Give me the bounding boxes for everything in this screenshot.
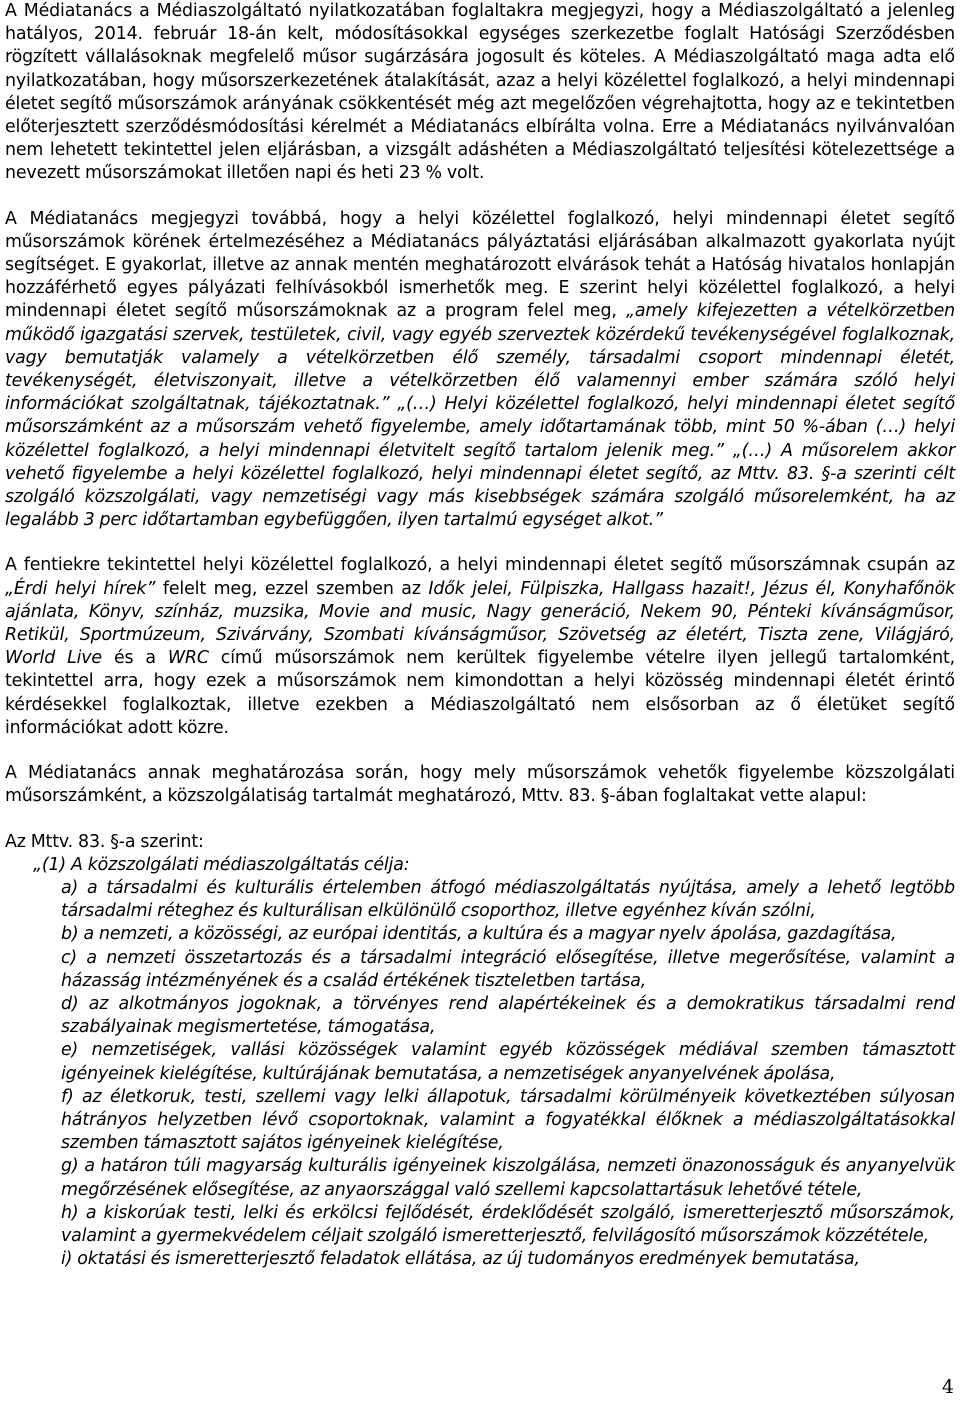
law-item-f: f) az életkoruk, testi, szellemi vagy lelki állapotuk, társadalmi körülményeik következtében súlyosan hátrányos helyzetben lévő csoportoknak, valamint a fogyatékkal élőknek a médiaszolgáltatásokkal szemben támasztott sajátos igényeinek kielégítése, <box>61 1086 955 1154</box>
evaluation-text-1: A fentiekre tekintettel helyi közélettel foglalkozó, a helyi mindennapi életet segítő műsorszámnak csupán az <box>5 555 955 576</box>
paragraph-local-programs <box>5 208 955 533</box>
evaluation-text-3: és a <box>101 648 168 669</box>
program-list: Idők jelei, Fülpiszka, Hallgass hazait!, Jézus él, Konyhafőnök ajánlata, Könyv, színház, muzsika, Movie and music, Nagy generáció, Nekem 90, Pénteki kívánságműsor, Retikül, Sportmúzeum, Szivárvány, Szombati kívánságműsor, Szövetség az életért, Tiszta zene, Világjáró, World Live <box>5 578 955 669</box>
paragraph-program-evaluation <box>5 554 955 740</box>
law-item-h: h) a kiskorúak testi, lelki és erkölcsi fejlődését, érdeklődését szolgáló, ismeretterjesztő műsorszámok, valamint a gyermekvédelem céljait szolgáló ismeretterjesztő, felvilágosító műsorszámok közzététele, <box>61 1202 955 1246</box>
program-erdi-helyi-hirek: „Érdi helyi hírek” <box>5 578 156 599</box>
tender-practice-quote: „amely kifejezetten a vételkörzetben működő igazgatási szervek, testületek, civil, vagy egyéb szerveztek közérdekű tevékenységével foglalkoznak, vagy bemutatják valamely a vételkörzetben élő személy, társadalmi csoport mindennapi életét, tevékenységét, életviszonyait, illetve a vételkörzetben élő valamennyi ember számára szóló helyi információkat szolgáltatnak, tájékoztatnak.” „(…) Helyi közélettel foglalkozó, helyi mindennapi életet segítő műsorszámként az a műsorszám vehető figyelembe, amely időtartamának több, mint 50 %-ában (…) helyi közélettel foglalkozó, a helyi mindennapi életvitelt segítő tartalom jelenik meg.” „(…) A műsorelem akkor vehető figyelembe a helyi közélettel foglalkozó, helyi mindennapi életet segítő, az Mttv. 83. §-a szerinti célt szolgáló közszolgálati, vagy nemzetiségi vagy más kisebbségek számára szolgáló műsorelemként, ha az legalább 3 perc időtartamban egybefüggően, ilyen tartalmú egységet alkot.” <box>5 301 955 531</box>
program-wrc: WRC <box>167 648 209 669</box>
law-item-g: g) a határon túli magyarság kulturális igényeinek kiszolgálása, nemzeti önazonosságuk és anyanyelvük megőrzésének elősegítése, az anyaországgal való szellemi kapcsolattartásuk lehetővé tétele, <box>61 1156 955 1200</box>
law-item-a: a) a társadalmi és kulturális értelemben átfogó médiaszolgáltatás nyújtása, amely a lehető legtöbb társadalmi réteghez és kulturálisan elkülönülő csoporthoz, illetve egyénhez kíván szólni, <box>61 877 955 922</box>
paragraph-media-council-remark: A Médiatanács a Médiaszolgáltató nyilatkozatában foglaltakra megjegyzi, hogy a Médiaszolgáltató a jelenleg hatályos, 2014. február 18-án kelt, módosításokkal egységes szerkezetbe foglalt Hatósági Szerződésben rögzített vállalásoknak megfelelő műsor sugárzására jogosult és köteles. A Médiaszolgáltató maga adta elő nyilatkozatában, hogy műsorszerkezetének átalakítását, azaz a helyi közélettel foglalkozó, a helyi mindennapi életet segítő műsorszámok arányának csökkentését még azt megelőzően végrehajtotta, hogy az e tekintetben előterjesztett szerződésmódosítási kérelmét a Médiatanács elbírálta volna. Erre a Médiatanács nyilvánvalóan nem lehetett tekintettel jelen eljárásban, a vizsgált adáshéten a Médiaszolgáltató teljesítési kötelezettsége a nevezett műsorszámokat illetően napi és heti 23 % volt. <box>5 1 955 184</box>
law-item-e: e) nemzetiségek, vallási közösségek valamint egyéb közösségek médiával szemben támasztott igényeinek kielégítése, kultúrájának bemutatása, a nemzetiségek anyanyelvének ápolása, <box>61 1040 955 1084</box>
paragraph-public-service-basis: A Médiatanács annak meghatározása során, hogy mely műsorszámok vehetők figyelembe közszolgálati műsorszámként, a közszolgálatiság tartalmát meghatározó, Mttv. 83. §-ában foglaltakat vette alapul: <box>5 763 955 807</box>
document-page <box>5 0 955 1271</box>
law-intro: „(1) A közszolgálati médiaszolgáltatás célja: <box>33 854 410 875</box>
law-item-i: i) oktatási és ismeretterjesztő feladatok ellátása, az új tudományos eredmények bemutatása, <box>61 1249 860 1270</box>
law-items-list <box>5 877 955 1271</box>
paragraph-local-programs-text: A Médiatanács megjegyzi továbbá, hogy a helyi közélettel foglalkozó, helyi mindennapi életet segítő műsorszámok körének értelmezéséhez a Médiatanács pályáztatási eljárásában alkalmazott gyakorlata nyújt segítséget. E gyakorlat, illetve az annak mentén meghatározott elvárások tehát a Hatóság hivatalos honlapján hozzáférhető egyes pályázati felhívásokból ismerhetők meg. E szerint helyi közélettel foglalkozó, a helyi mindennapi életet segítő műsorszámoknak az a program felel meg, <box>5 208 955 322</box>
law-item-b: b) a nemzeti, a közösségi, az európai identitás, a kultúra és a magyar nyelv ápolása, gazdagítása, <box>61 924 897 945</box>
evaluation-text-2: felelt meg, ezzel szemben az <box>155 578 429 599</box>
law-heading: Az Mttv. 83. §-a szerint: <box>5 831 204 852</box>
law-item-d: d) az alkotmányos jogoknak, a törvényes rend alapértékeinek és a demokratikus társadalmi rend szabályainak megismertetése, támogatása, <box>61 993 955 1038</box>
evaluation-text-4: című műsorszámok nem kerültek figyelembe vételre ilyen jellegű tartalomként, tekintettel arra, hogy ezek a műsorszámok nem kimondottan a helyi közösség mindennapi életét érintő kérdésekkel foglalkoztak, illetve ezekben a Médiaszolgáltató nem elsősorban az ő életüket segítő információkat adott közre. <box>5 648 956 738</box>
page-number: 4 <box>941 1376 954 1398</box>
law-item-c: c) a nemzeti összetartozás és a társadalmi integráció elősegítése, illetve megerősítése, valamint a házasság intézményének és a család értékének tiszteletben tartása, <box>61 947 955 991</box>
